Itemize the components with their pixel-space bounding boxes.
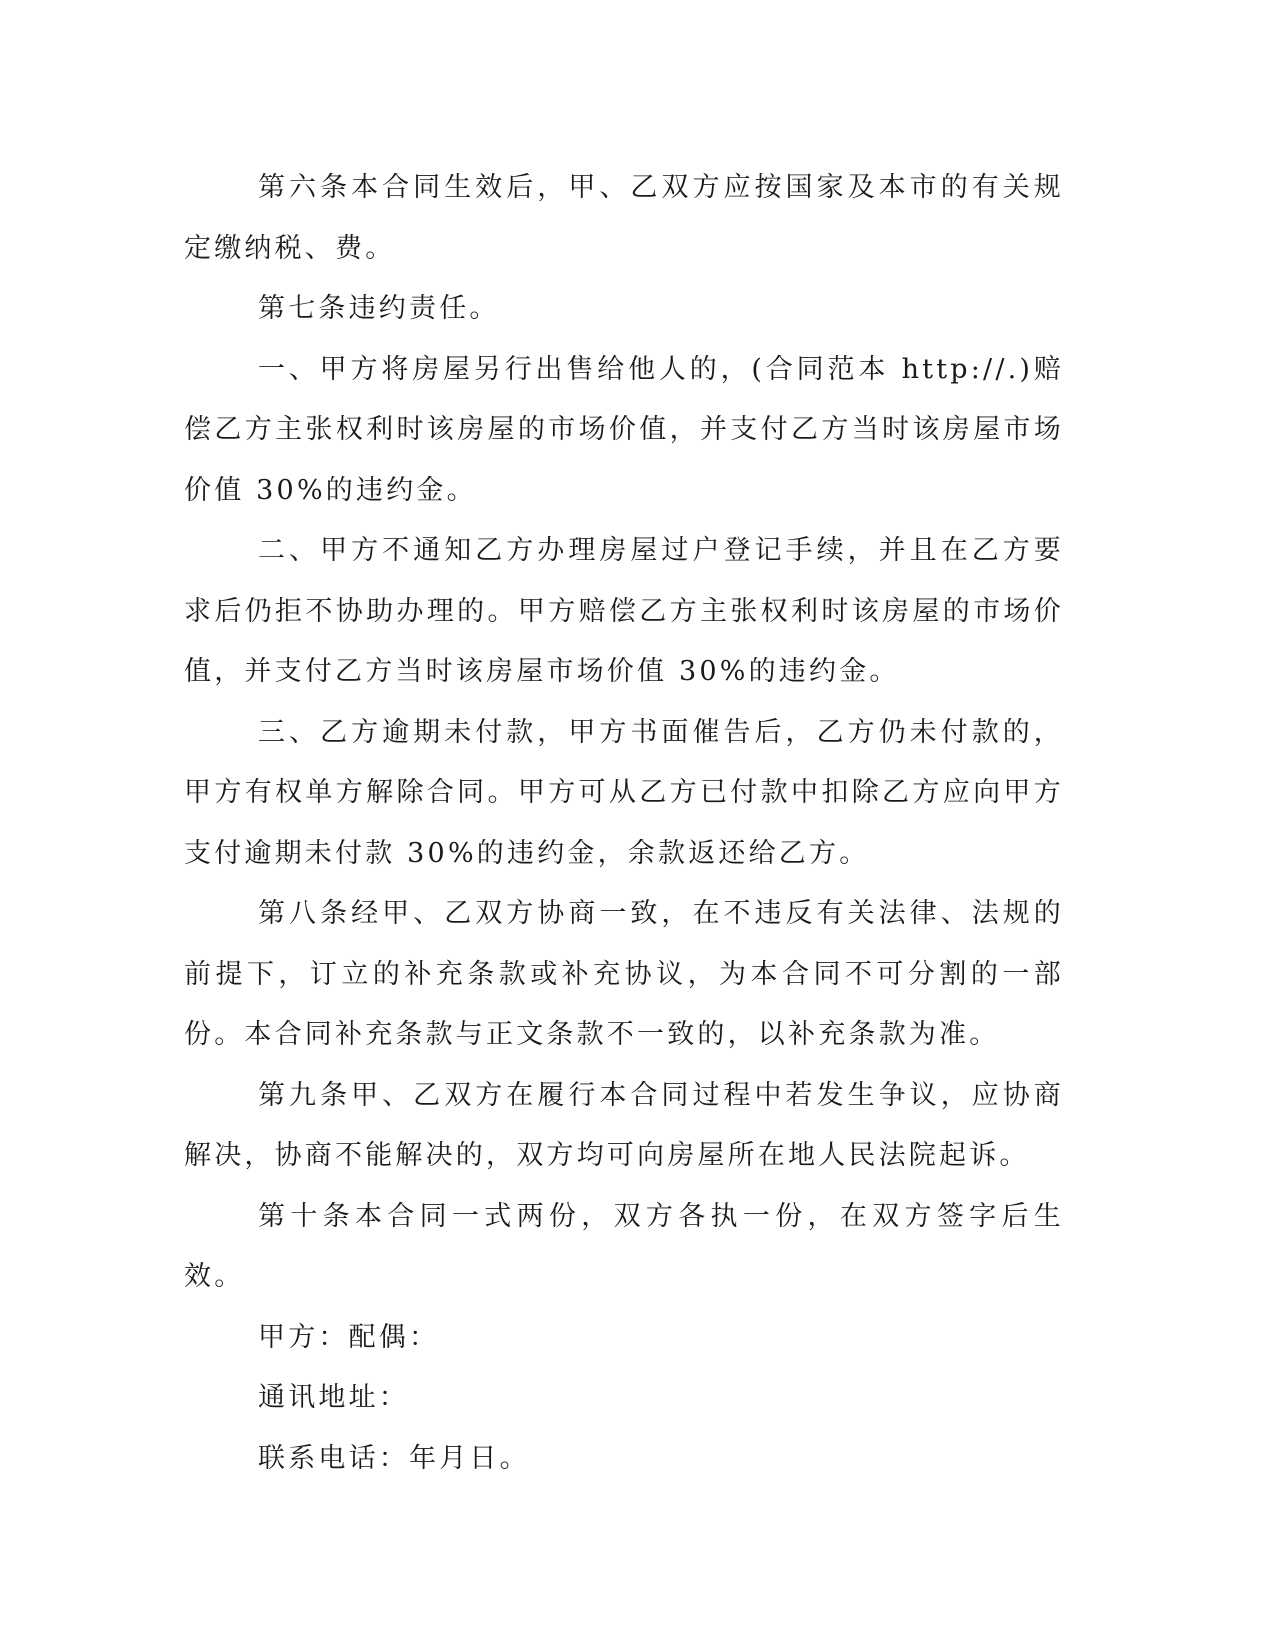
signature-party-a: 甲方：配偶： bbox=[258, 1321, 440, 1353]
document-body bbox=[184, 158, 1064, 1489]
clause-7-heading: 第七条违约责任。 bbox=[258, 293, 500, 324]
clause-10-copies: 第十条本合同一式两份，双方各执一份，在双方签字后生效。 bbox=[184, 1200, 1064, 1292]
signature-phone-date: 联系电话：年月日。 bbox=[258, 1442, 530, 1474]
clause-8-supplement: 第八条经甲、乙双方协商一致，在不违反有关法律、法规的前提下，订立的补充条款或补充协议，为本合同不可分割的一部份。本合同补充条款与正文条款不一致的，以补充条款为准。 bbox=[184, 898, 1064, 1050]
clause-7-item-3: 三、乙方逾期未付款，甲方书面催告后，乙方仍未付款的，甲方有权单方解除合同。甲方可从乙方已付款中扣除乙方应向甲方支付逾期未付款 30%的违约金，余款返还给乙方。 bbox=[184, 716, 1064, 869]
signature-address: 通讯地址： bbox=[258, 1382, 409, 1413]
clause-7-item-1: 一、甲方将房屋另行出售给他人的，(合同范本 http://.)赔偿乙方主张权利时该房屋的市场价值，并支付乙方当时该房屋市场价值 30%的违约金。 bbox=[184, 353, 1064, 506]
clause-6-taxes: 第六条本合同生效后，甲、乙双方应按国家及本市的有关规定缴纳税、费。 bbox=[184, 172, 1064, 264]
clause-7-item-2: 二、甲方不通知乙方办理房屋过户登记手续，并且在乙方要求后仍拒不协助办理的。甲方赔偿乙方主张权利时该房屋的市场价值，并支付乙方当时该房屋市场价值 30%的违约金。 bbox=[184, 535, 1064, 687]
clause-9-disputes: 第九条甲、乙双方在履行本合同过程中若发生争议，应协商解决，协商不能解决的，双方均可向房屋所在地人民法院起诉。 bbox=[184, 1079, 1064, 1171]
